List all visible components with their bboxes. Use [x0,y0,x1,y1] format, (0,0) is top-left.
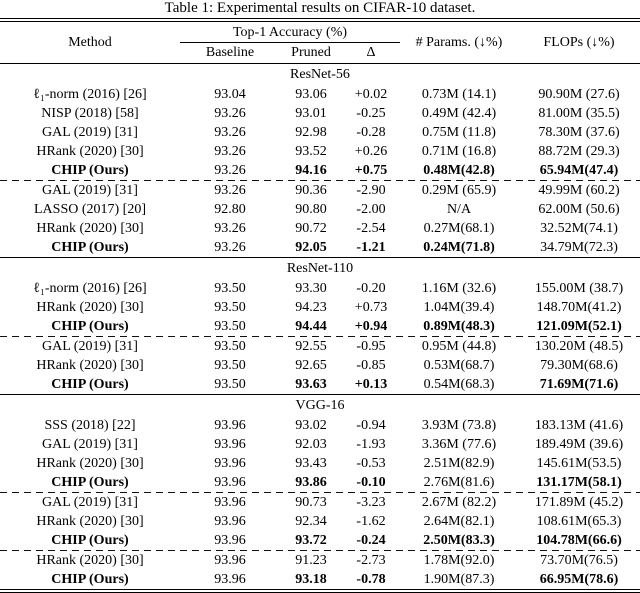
baseline-cell: 93.96 [214,572,246,587]
delta-cell: -1.93 [356,437,386,452]
table-body [0,65,640,589]
method-cell: CHIP (Ours) [51,475,129,490]
pruned-cell: 92.03 [295,437,327,452]
delta-cell: +0.26 [354,144,388,159]
pruned-cell: 93.06 [295,87,327,102]
pruned-cell: 93.72 [295,533,327,548]
flops-cell: 73.70M(76.5) [540,553,618,568]
params-cell: 0.48M(42.8) [423,163,495,178]
params-cell: 3.93M (73.8) [421,418,497,433]
flops-cell: 148.70M(41.2) [536,300,622,315]
params-cell: 0.95M (44.8) [421,339,497,354]
pruned-cell: 93.63 [295,377,327,392]
flops-cell: 71.69M(71.6) [539,377,619,392]
delta-cell: +0.73 [354,300,388,315]
params-cell: 2.76M(81.6) [423,475,495,490]
table-row [0,298,640,317]
pruned-cell: 94.16 [295,163,327,178]
method-cell: GAL (2019) [31] [42,183,138,198]
col-header-top1-accuracy: Top-1 Accuracy (%) [180,22,400,43]
baseline-cell: 93.96 [214,456,246,471]
baseline-cell: 93.26 [214,106,246,121]
params-cell: 0.27M(68.1) [423,221,495,236]
delta-cell: -0.20 [356,281,386,296]
table-row [0,181,640,200]
flops-cell: 88.72M (29.3) [538,144,620,159]
params-cell: 2.50M(83.3) [423,533,495,548]
method-cell: HRank (2020) [30] [36,514,144,529]
pruned-cell: 93.43 [295,456,327,471]
delta-cell: -2.54 [356,221,386,236]
flops-cell: 145.61M(53.5) [536,456,622,471]
section-label: VGG-16 [295,398,345,413]
params-cell: 2.67M (82.2) [421,495,497,510]
params-cell: 0.89M(48.3) [423,319,495,334]
flops-cell: 121.09M(52.1) [536,319,622,334]
table-row [0,238,640,257]
method-cell: CHIP (Ours) [51,377,129,392]
table-row [0,337,640,356]
pruned-cell: 92.65 [295,358,327,373]
baseline-cell: 93.96 [214,533,246,548]
params-cell: 0.49M (42.4) [421,106,497,121]
baseline-cell: 93.96 [214,553,246,568]
method-cell: CHIP (Ours) [51,533,129,548]
table-row [0,123,640,142]
method-cell: CHIP (Ours) [51,240,129,255]
baseline-cell: 93.96 [214,514,246,529]
baseline-cell: 93.96 [214,418,246,433]
table-row [0,375,640,394]
table-row [0,279,640,298]
baseline-cell: 92.80 [214,202,246,217]
params-cell: 0.71M (16.8) [421,144,497,159]
flops-cell: 183.13M (41.6) [534,418,624,433]
table-row [0,551,640,570]
flops-cell: 104.78M(66.6) [536,533,622,548]
table-row [0,473,640,492]
method-cell: HRank (2020) [30] [36,300,144,315]
method-cell: NISP (2018) [58] [41,106,139,121]
table-header [0,22,640,63]
pruned-cell: 94.44 [295,319,327,334]
method-cell: LASSO (2017) [20] [34,202,146,217]
flops-cell: 32.52M(74.1) [540,221,618,236]
delta-cell: +0.02 [354,87,388,102]
table-row [0,142,640,161]
delta-cell: +0.13 [354,377,388,392]
flops-cell: 65.94M(47.4) [539,163,619,178]
delta-cell: -0.78 [356,572,386,587]
baseline-cell: 93.50 [214,319,246,334]
flops-cell: 66.95M(78.6) [539,572,619,587]
table-row [0,219,640,238]
method-cell: GAL (2019) [31] [42,125,138,140]
method-cell: ℓ₁-norm (2016) [26] [33,87,147,102]
baseline-cell: 93.26 [214,144,246,159]
params-cell: 1.78M(92.0) [423,553,495,568]
flops-cell: 79.30M(68.6) [540,358,618,373]
params-cell: 0.24M(71.8) [423,240,495,255]
params-cell: 0.54M(68.3) [423,377,495,392]
table-row [0,531,640,550]
delta-cell: -1.62 [356,514,386,529]
pruned-cell: 90.73 [295,495,327,510]
baseline-cell: 93.96 [214,437,246,452]
pruned-cell: 93.18 [295,572,327,587]
bottom-rule [0,589,640,593]
pruned-cell: 93.52 [295,144,327,159]
table-row [0,104,640,123]
flops-cell: 34.79M(72.3) [540,240,618,255]
flops-cell: 189.49M (39.6) [534,437,624,452]
method-cell: CHIP (Ours) [51,572,129,587]
flops-cell: 78.30M (37.6) [538,125,620,140]
col-header-pruned: Pruned [291,45,331,60]
baseline-cell: 93.50 [214,377,246,392]
method-cell: GAL (2019) [31] [42,437,138,452]
method-cell: HRank (2020) [30] [36,358,144,373]
col-header-delta: Δ [366,45,376,60]
baseline-cell: 93.96 [214,475,246,490]
baseline-cell: 93.50 [214,300,246,315]
table-row [0,317,640,336]
delta-cell: -0.28 [356,125,386,140]
table-row [0,356,640,375]
delta-cell: -0.10 [356,475,386,490]
delta-cell: -3.23 [356,495,386,510]
delta-cell: -2.73 [356,553,386,568]
col-header-method: Method [68,34,112,50]
params-cell: 3.36M (77.6) [421,437,497,452]
method-cell: GAL (2019) [31] [42,495,138,510]
table-row [0,161,640,180]
pruned-cell: 92.55 [295,339,327,354]
flops-cell: 49.99M (60.2) [538,183,620,198]
params-cell: 2.64M(82.1) [423,514,495,529]
method-cell: ℓ₁-norm (2016) [26] [33,281,147,296]
params-cell: 0.73M (14.1) [421,87,497,102]
flops-cell: 62.00M (50.6) [538,202,620,217]
flops-cell: 81.00M (35.5) [538,106,620,121]
table-row [0,435,640,454]
params-cell: 1.90M(87.3) [423,572,495,587]
table-row [0,493,640,512]
method-cell: GAL (2019) [31] [42,339,138,354]
params-cell: 2.51M(82.9) [423,456,495,471]
delta-cell: -0.85 [356,358,386,373]
pruned-cell: 93.02 [295,418,327,433]
table-row [0,200,640,219]
section-label: ResNet-110 [286,261,354,276]
flops-cell: 130.20M (48.5) [534,339,624,354]
pruned-cell: 93.01 [295,106,327,121]
params-cell: N/A [446,202,472,217]
baseline-cell: 93.04 [214,87,246,102]
method-cell: CHIP (Ours) [51,319,129,334]
pruned-cell: 92.98 [295,125,327,140]
section-label: ResNet-56 [290,67,350,82]
method-cell: HRank (2020) [30] [36,144,144,159]
baseline-cell: 93.26 [214,221,246,236]
table-row [0,512,640,531]
pruned-cell: 92.34 [295,514,327,529]
baseline-cell: 93.96 [214,495,246,510]
pruned-cell: 90.36 [295,183,327,198]
table-row [0,416,640,435]
flops-cell: 171.89M (45.2) [534,495,624,510]
delta-cell: -2.90 [356,183,386,198]
col-header-params: # Params. (↓%) [415,34,503,50]
pruned-cell: 90.72 [295,221,327,236]
method-cell: HRank (2020) [30] [36,221,144,236]
flops-cell: 108.61M(65.3) [536,514,622,529]
delta-cell: +0.94 [354,319,388,334]
pruned-cell: 91.23 [295,553,327,568]
table-row [0,570,640,589]
flops-cell: 131.17M(58.1) [536,475,622,490]
params-cell: 1.16M (32.6) [421,281,497,296]
pruned-cell: 93.86 [295,475,327,490]
params-cell: 0.53M(68.7) [423,358,495,373]
baseline-cell: 93.26 [214,183,246,198]
method-cell: HRank (2020) [30] [36,553,144,568]
col-header-baseline: Baseline [205,45,255,60]
params-cell: 0.75M (11.8) [422,125,496,140]
baseline-cell: 93.50 [214,339,246,354]
delta-cell: -0.94 [356,418,386,433]
params-cell: 1.04M(39.4) [423,300,495,315]
baseline-cell: 93.26 [214,125,246,140]
baseline-cell: 93.26 [214,163,246,178]
delta-cell: -0.25 [356,106,386,121]
delta-cell: +0.75 [354,163,388,178]
baseline-cell: 93.26 [214,240,246,255]
flops-cell: 90.90M (27.6) [538,87,620,102]
pruned-cell: 93.30 [295,281,327,296]
table-row [0,85,640,104]
baseline-cell: 93.50 [214,281,246,296]
delta-cell: -1.21 [356,240,386,255]
baseline-cell: 93.50 [214,358,246,373]
method-cell: HRank (2020) [30] [36,456,144,471]
method-cell: SSS (2018) [22] [44,418,136,433]
pruned-cell: 90.80 [295,202,327,217]
delta-cell: -0.95 [356,339,386,354]
col-header-flops: FLOPs (↓%) [543,34,615,50]
delta-cell: -2.00 [356,202,386,217]
flops-cell: 155.00M (38.7) [534,281,624,296]
delta-cell: -0.24 [356,533,386,548]
pruned-cell: 94.23 [295,300,327,315]
delta-cell: -0.53 [356,456,386,471]
method-cell: CHIP (Ours) [51,163,129,178]
table-caption: Table 1: Experimental results on CIFAR-10 dataset. [164,0,476,16]
table-row [0,454,640,473]
pruned-cell: 92.05 [295,240,327,255]
params-cell: 0.29M (65.9) [421,183,497,198]
